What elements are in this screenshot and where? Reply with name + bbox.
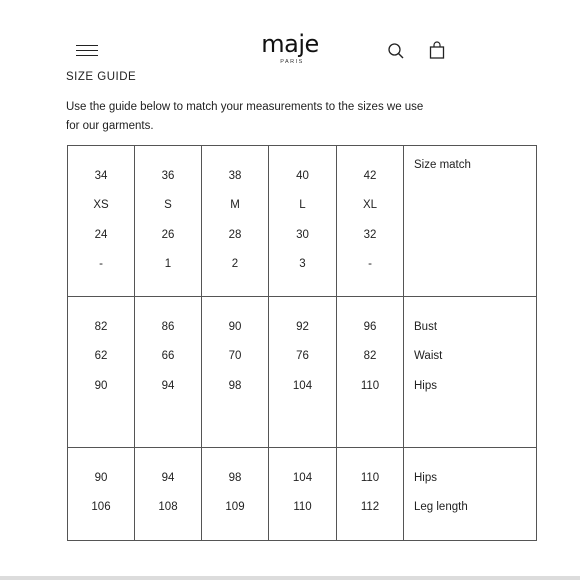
table-cell: 28 [228, 228, 242, 241]
table-cell: 42 [363, 170, 377, 182]
table-cell: 110 [360, 472, 380, 484]
brand-subtitle: PARIS [280, 59, 304, 65]
row-label: Bust [414, 321, 438, 333]
table-cell: 38 [228, 170, 242, 182]
row-label-cell [404, 146, 537, 297]
table-cell: 62 [94, 350, 108, 363]
table-cell: S [164, 199, 172, 212]
table-cell: 109 [225, 501, 245, 514]
size-column-40 [269, 448, 337, 541]
table-cell: 30 [296, 228, 309, 241]
size-column-38 [202, 297, 269, 448]
size-column-40 [269, 146, 337, 297]
table-cell: 32 [363, 228, 377, 241]
table-cell: 92 [296, 321, 309, 333]
table-cell: 3 [299, 257, 306, 270]
brand-name: maje [261, 30, 319, 58]
table-cell: 104 [292, 379, 313, 392]
table-cell: 108 [158, 501, 178, 514]
row-label: Hips [414, 379, 438, 392]
table-cell: 86 [161, 321, 175, 333]
table-cell: 1 [164, 257, 172, 270]
size-column-36 [135, 297, 202, 448]
table-cell: XL [362, 199, 378, 212]
table-cell: 70 [228, 350, 242, 363]
shopping-bag-icon[interactable] [429, 41, 445, 59]
table-cell: XS [93, 199, 109, 212]
table-cell: L [299, 199, 306, 212]
size-column-38 [202, 146, 269, 297]
size-column-36 [135, 448, 202, 541]
table-cell: 34 [94, 170, 108, 182]
row-label: Hips [414, 472, 438, 484]
table-cell: 96 [363, 321, 377, 333]
table-cell: 90 [94, 379, 108, 392]
page-title: SIZE GUIDE [66, 71, 137, 83]
table-row-body-measurements [68, 297, 537, 448]
row-label-cell [404, 448, 537, 541]
table-cell: 82 [363, 350, 377, 363]
site-header [0, 0, 580, 70]
table-cell: M [230, 199, 240, 212]
table-cell: 112 [360, 501, 380, 514]
row-label: Size match [414, 159, 471, 171]
size-column-42 [337, 297, 404, 448]
table-cell: 66 [161, 350, 175, 363]
table-cell: 106 [91, 501, 111, 514]
table-cell: 110 [360, 379, 380, 392]
table-row-leg-measurements [68, 448, 537, 541]
search-icon[interactable] [387, 42, 405, 60]
table-cell: 110 [293, 501, 312, 514]
size-column-42 [337, 146, 404, 297]
table-cell: 98 [228, 379, 242, 392]
table-cell: 36 [161, 170, 175, 182]
intro-line: Use the guide below to match your measurements to the sizes we use [66, 101, 424, 113]
table-cell: 90 [228, 321, 242, 333]
brand-logo[interactable] [0, 30, 580, 66]
table-cell: 98 [228, 472, 242, 484]
size-column-36 [135, 146, 202, 297]
intro-line: for our garments. [66, 120, 154, 132]
size-column-38 [202, 448, 269, 541]
table-cell: - [99, 257, 103, 270]
table-cell: 24 [94, 228, 108, 241]
table-cell: 94 [161, 379, 175, 392]
size-column-42 [337, 448, 404, 541]
intro-text [66, 98, 486, 136]
table-cell: 2 [231, 257, 239, 270]
row-label-cell [404, 297, 537, 448]
size-column-34 [68, 297, 135, 448]
row-label: Waist [414, 350, 443, 363]
size-column-40 [269, 297, 337, 448]
table-cell: 40 [296, 170, 309, 182]
size-column-34 [68, 146, 135, 297]
table-cell: 76 [296, 350, 309, 363]
table-cell: 94 [161, 472, 175, 484]
table-cell: 82 [94, 321, 108, 333]
table-row-size-match [68, 146, 537, 297]
row-label: Leg length [414, 501, 468, 514]
table-cell: 104 [292, 472, 313, 484]
table-cell: 26 [161, 228, 175, 241]
table-cell: 90 [94, 472, 108, 484]
size-guide-table [67, 145, 537, 541]
size-column-34 [68, 448, 135, 541]
bottom-divider [0, 576, 580, 580]
table-cell: - [368, 257, 372, 270]
